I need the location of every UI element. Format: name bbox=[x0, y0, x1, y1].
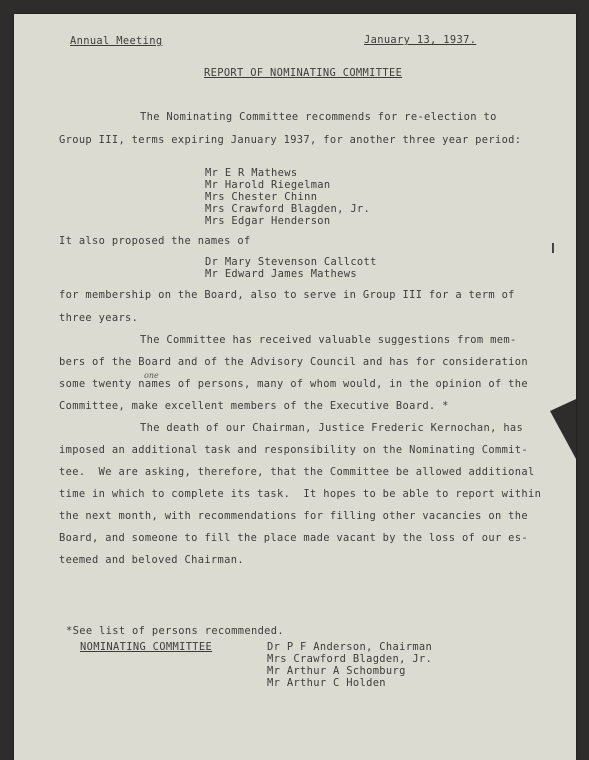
para3-line-4: time in which to complete its task. It hopes to be able to report within bbox=[59, 488, 542, 500]
para3-line-3: tee. We are asking, therefore, that the Committee be allowed additional bbox=[59, 466, 535, 478]
margin-mark bbox=[552, 243, 554, 253]
para3-line-5: the next month, with recommendations for filling other vacancies on the bbox=[59, 510, 529, 522]
document-page bbox=[14, 14, 576, 760]
document-title: REPORT OF NOMINATING COMMITTEE bbox=[204, 67, 403, 79]
para2-line-2: bers of the Board and of the Advisory Council and has for consideration bbox=[59, 356, 529, 368]
signatory: Mrs Crawford Blagden, Jr. bbox=[267, 653, 433, 665]
membership-line-1: for membership on the Board, also to serve in Group III for a term of bbox=[59, 289, 515, 301]
signatory: Mr Arthur A Schomburg bbox=[267, 665, 406, 677]
handwritten-insertion: one bbox=[144, 371, 159, 380]
header-meeting: Annual Meeting bbox=[70, 35, 163, 47]
proposed-name: Dr Mary Stevenson Callcott bbox=[205, 256, 377, 268]
also-proposed-text: It also proposed the names of bbox=[59, 235, 251, 247]
signatory: Dr P F Anderson, Chairman bbox=[267, 641, 433, 653]
proposed-name: Mr Edward James Mathews bbox=[205, 268, 357, 280]
reelect-name: Mrs Edgar Henderson bbox=[205, 215, 331, 227]
reelect-name: Mr Harold Riegelman bbox=[205, 179, 331, 191]
para2-line-1: The Committee has received valuable suggestions from mem- bbox=[140, 334, 517, 346]
reelect-name: Mrs Chester Chinn bbox=[205, 191, 318, 203]
para3-line-6: Board, and someone to fill the place made vacant by the loss of our es- bbox=[59, 532, 529, 544]
para2-line-4: Committee, make excellent members of the Executive Board. * bbox=[59, 400, 449, 412]
footnote: *See list of persons recommended. bbox=[66, 625, 284, 637]
signatory: Mr Arthur C Holden bbox=[267, 677, 386, 689]
para3-line-1: The death of our Chairman, Justice Frederic Kernochan, has bbox=[140, 422, 524, 434]
intro-line-2: Group III, terms expiring January 1937, for another three year period: bbox=[59, 134, 522, 146]
committee-label: NOMINATING COMMITTEE bbox=[80, 641, 213, 653]
header-date: January 13, 1937. bbox=[364, 34, 477, 46]
membership-line-2: three years. bbox=[59, 312, 139, 324]
para3-line-7: teemed and beloved Chairman. bbox=[59, 554, 244, 566]
intro-line-1: The Nominating Committee recommends for re-election to bbox=[140, 111, 497, 123]
reelect-name: Mrs Crawford Blagden, Jr. bbox=[205, 203, 371, 215]
reelect-name: Mr E R Mathews bbox=[205, 167, 298, 179]
para3-line-2: imposed an additional task and responsibility on the Nominating Commit- bbox=[59, 444, 529, 456]
para2-line-3: some twenty names of persons, many of whom would, in the opinion of the bbox=[59, 378, 529, 390]
